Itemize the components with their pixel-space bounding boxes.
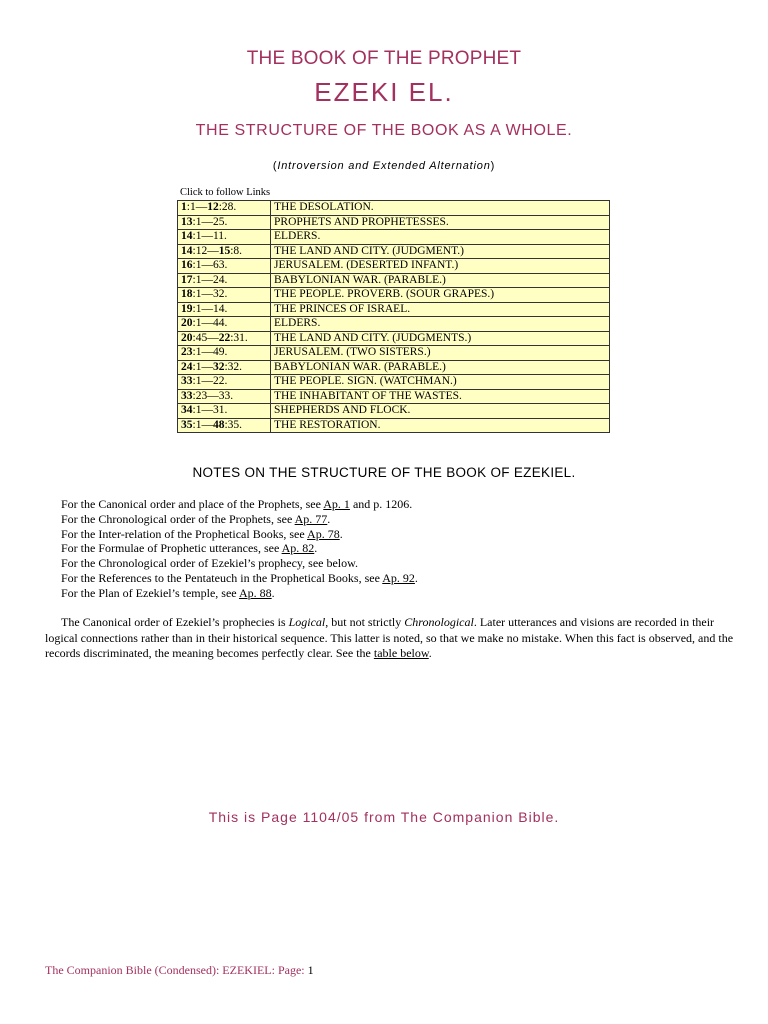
reference-cell[interactable]: 13:1—25. [178, 215, 271, 230]
reference-cell[interactable]: 1:1—12:28. [178, 201, 271, 216]
reference-cell[interactable]: 18:1—32. [178, 288, 271, 303]
table-row[interactable] [178, 215, 610, 230]
table-row[interactable] [178, 404, 610, 419]
note-line: For the Canonical order and place of the Prophets, see Ap. 1 and p. 1206. [61, 497, 413, 511]
reference-cell[interactable]: 19:1—14. [178, 302, 271, 317]
topic-cell[interactable]: ELDERS. [271, 230, 610, 245]
appendix-link[interactable]: Ap. 78 [307, 526, 340, 541]
table-row[interactable] [178, 418, 610, 433]
notes-list [61, 497, 418, 601]
topic-cell[interactable]: THE DESOLATION. [271, 201, 610, 216]
table-row[interactable] [178, 317, 610, 332]
table-row[interactable] [178, 331, 610, 346]
table-row[interactable] [178, 302, 610, 317]
topic-cell[interactable]: THE PEOPLE. PROVERB. (SOUR GRAPES.) [271, 288, 610, 303]
footer-page-number: 1 [307, 963, 314, 977]
note-line: For the Formulae of Prophetic utterances, see Ap. 82. [61, 541, 318, 556]
table-row[interactable] [178, 273, 610, 288]
table-row[interactable] [178, 346, 610, 361]
note-line: For the Chronological order of Ezekiel’s prophecy, see below. [61, 556, 359, 571]
reference-cell[interactable]: 20:1—44. [178, 317, 271, 332]
topic-cell[interactable]: THE RESTORATION. [271, 418, 610, 433]
appendix-link[interactable]: Ap. 1 [323, 497, 350, 511]
source-note: This is Page 1104/05 from The Companion Bible. [208, 809, 560, 825]
subtitle-text: Introversion and Extended Alternation [277, 160, 491, 172]
table-row[interactable] [178, 360, 610, 375]
table-row[interactable] [178, 259, 610, 274]
appendix-link[interactable]: Ap. 82 [281, 541, 315, 556]
topic-cell[interactable]: BABYLONIAN WAR. (PARABLE.) [271, 273, 610, 288]
reference-cell[interactable]: 14:12—15:8. [178, 244, 271, 259]
topic-cell[interactable]: SHEPHERDS AND FLOCK. [271, 404, 610, 419]
topic-cell[interactable]: THE INHABITANT OF THE WASTES. [271, 389, 610, 404]
topic-cell[interactable]: PROPHETS AND PROPHETESSES. [271, 215, 610, 230]
table-row[interactable] [178, 389, 610, 404]
topic-cell[interactable]: THE PEOPLE. SIGN. (WATCHMAN.) [271, 375, 610, 390]
topic-cell[interactable]: THE LAND AND CITY. (JUDGMENT.) [271, 244, 610, 259]
reference-cell[interactable]: 35:1—48:35. [178, 418, 271, 433]
table-row[interactable] [178, 375, 610, 390]
topic-cell[interactable]: THE LAND AND CITY. (JUDGMENTS.) [271, 331, 610, 346]
topic-cell[interactable]: THE PRINCES OF ISRAEL. [271, 302, 610, 317]
note-line: For the Plan of Ezekiel’s temple, see Ap. 88. [61, 585, 275, 600]
appendix-link[interactable]: Ap. 77 [294, 511, 328, 526]
reference-cell[interactable]: 33:1—22. [178, 375, 271, 390]
structure-table [177, 200, 610, 433]
topic-cell[interactable]: BABYLONIAN WAR. (PARABLE.) [271, 360, 610, 375]
reference-cell[interactable]: 23:1—49. [178, 346, 271, 361]
reference-cell[interactable]: 33:23—33. [178, 389, 271, 404]
page-footer [45, 963, 314, 978]
structure-subtitle: (Introversion and Extended Alternation) [272, 160, 496, 172]
topic-cell[interactable]: JERUSALEM. (TWO SISTERS.) [271, 346, 610, 361]
topic-cell[interactable]: JERUSALEM. (DESERTED INFANT.) [271, 259, 610, 274]
reference-cell[interactable]: 24:1—32:32. [178, 360, 271, 375]
reference-cell[interactable]: 14:1—11. [178, 230, 271, 245]
table-row[interactable] [178, 288, 610, 303]
note-line: For the References to the Pentateuch in the Prophetical Books, see Ap. 92. [61, 570, 418, 585]
structure-heading: THE STRUCTURE OF THE BOOK AS A WHOLE. [195, 122, 573, 139]
book-title: THE BOOK OF THE PROPHET [246, 48, 522, 69]
table-caption: Click to follow Links [180, 187, 271, 198]
topic-cell[interactable]: ELDERS. [271, 317, 610, 332]
table-row[interactable] [178, 230, 610, 245]
reference-cell[interactable]: 20:45—22:31. [178, 331, 271, 346]
reference-cell[interactable]: 34:1—31. [178, 404, 271, 419]
appendix-link[interactable]: Ap. 92 [382, 570, 415, 585]
table-row[interactable] [178, 244, 610, 259]
reference-cell[interactable]: 17:1—24. [178, 273, 271, 288]
table-row[interactable] [178, 201, 610, 216]
table-below-link[interactable]: table below [373, 646, 429, 660]
appendix-link[interactable]: Ap. 88 [238, 585, 272, 600]
prophet-name: EZEKI EL. [314, 77, 454, 107]
body-paragraph: The Canonical order of Ezekiel’s prophecies is Logical, but not strictly Chronological. Later utterances and visions are recorded in their logical connections rather than in their historical sequence. This latter is noted, so that we make no mistake. When this fact is observed, and the records discriminated, the meaning becomes perfectly clear. See the table below. [45, 615, 734, 660]
reference-cell[interactable]: 16:1—63. [178, 259, 271, 274]
notes-heading: NOTES ON THE STRUCTURE OF THE BOOK OF EZEKIEL. [192, 465, 576, 480]
note-line: For the Chronological order of the Prophets, see Ap. 77. [61, 511, 331, 526]
footer-label: The Companion Bible (Condensed): EZEKIEL: Page: [45, 963, 305, 977]
note-line: For the Inter-relation of the Prophetical Books, see Ap. 78. [61, 526, 343, 541]
